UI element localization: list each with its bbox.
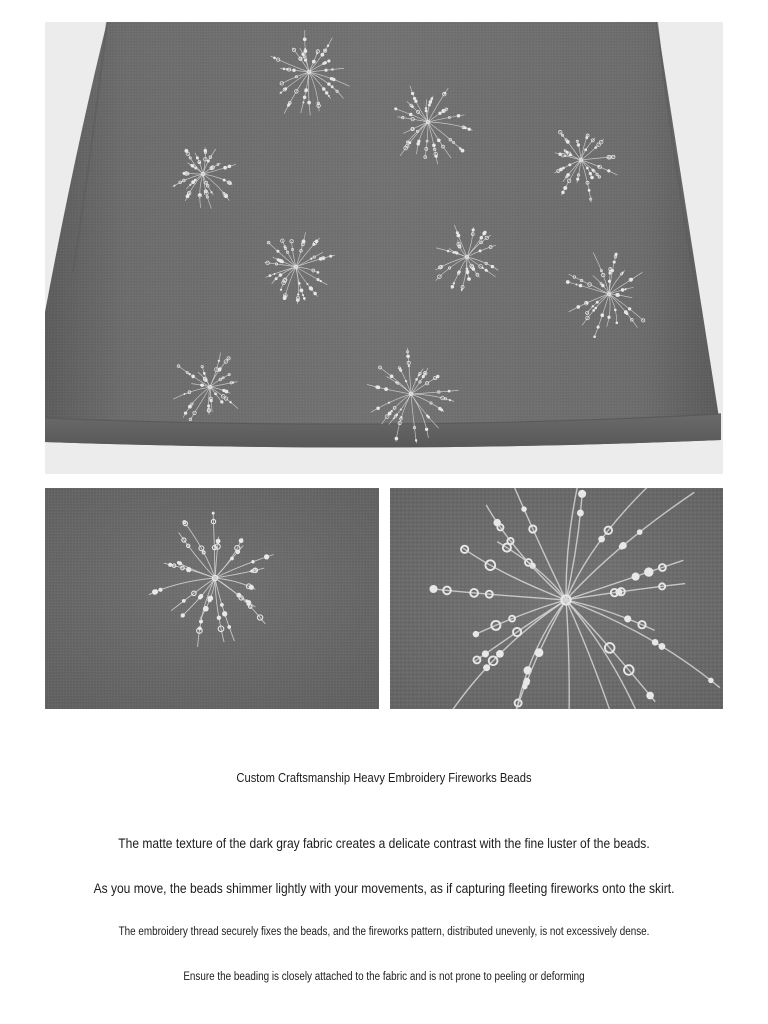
description-line-1: The matte texture of the dark gray fabric creates a delicate contrast with the fine luster of the beads. [118,835,650,851]
detail-photo-right [390,488,723,709]
detail-left-illustration [45,488,379,709]
description-line-2: As you move, the beads shimmer lightly with your movements, as if capturing fleeting fireworks onto the skirt. [93,880,675,896]
section-heading: Custom Craftsmanship Heavy Embroidery Fireworks Beads [236,770,532,785]
detail-right-illustration [390,488,723,709]
hero-skirt-illustration [45,22,723,474]
description-line-4: Ensure the beading is closely attached to the fabric and is not prone to peeling or deforming [183,971,585,983]
detail-photo-left [45,488,379,709]
description-line-3: The embroidery thread securely fixes the beads, and the fireworks pattern, distributed unevenly, is not excessively dense. [118,926,650,938]
hero-product-photo [45,22,723,474]
